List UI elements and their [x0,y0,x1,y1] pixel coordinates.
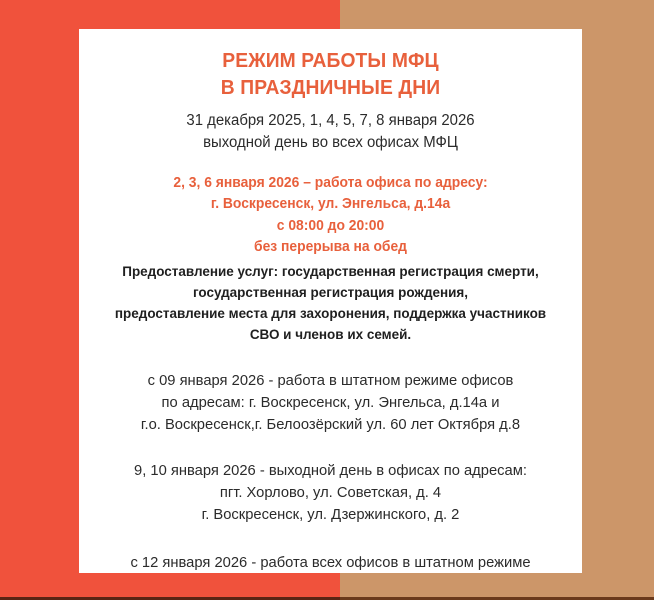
highlight-paragraph [105,173,556,259]
highlight-line-1: 2, 3, 6 января 2026 – работа офиса по адресу: [173,174,488,191]
schedule-regular-line-2: по адресам: г. Воскресенск, ул. Энгельса, д.14а и [161,394,500,411]
schedule-closed-paragraph [100,460,561,527]
poster-title-line-1: РЕЖИМ РАБОТЫ МФЦ [222,49,439,72]
intro-line-2: выходной день во всех офисах МФЦ [203,133,458,151]
highlight-line-2: г. Воскресенск, ул. Энгельса, д.14а [210,196,451,213]
schedule-closed-line-2: пгт. Хорлово, ул. Советская, д. 4 [219,484,442,502]
services-line-2: государственная регистрация рождения, [192,284,469,301]
schedule-regular-line-3: г.о. Воскресенск,г. Белоозёрский ул. 60 лет Октября д.8 [140,416,521,434]
services-line-3: предоставление места для захоронения, поддержка участников [114,305,547,322]
intro-paragraph [100,110,561,154]
schedule-regular-paragraph [100,370,561,437]
schedule-all-paragraph [100,552,561,574]
schedule-closed-line-1: 9, 10 января 2026 - выходной день в офисах по адресам: [134,461,527,479]
announcement-card [79,29,582,573]
services-line-4: СВО и членов их семей. [249,326,412,343]
poster-title [107,47,554,101]
highlight-line-4: без перерыва на обед [254,239,407,256]
intro-line-1: 31 декабря 2025, 1, 4, 5, 7, 8 января 2026 [186,112,475,130]
services-paragraph [105,262,556,346]
services-line-1: Предоставление услуг: государственная регистрация смерти, [122,263,539,280]
highlight-line-3: с 08:00 до 20:00 [276,217,385,234]
schedule-closed-line-3: г. Воскресенск, ул. Дзержинского, д. 2 [201,506,460,524]
schedule-all-line-1: с 12 января 2026 - работа всех офисов в штатном режиме [130,553,531,571]
poster-title-line-2: В ПРАЗДНИЧНЫЕ ДНИ [220,76,441,100]
schedule-regular-line-1: с 09 января 2026 - работа в штатном режиме офисов [147,371,514,389]
